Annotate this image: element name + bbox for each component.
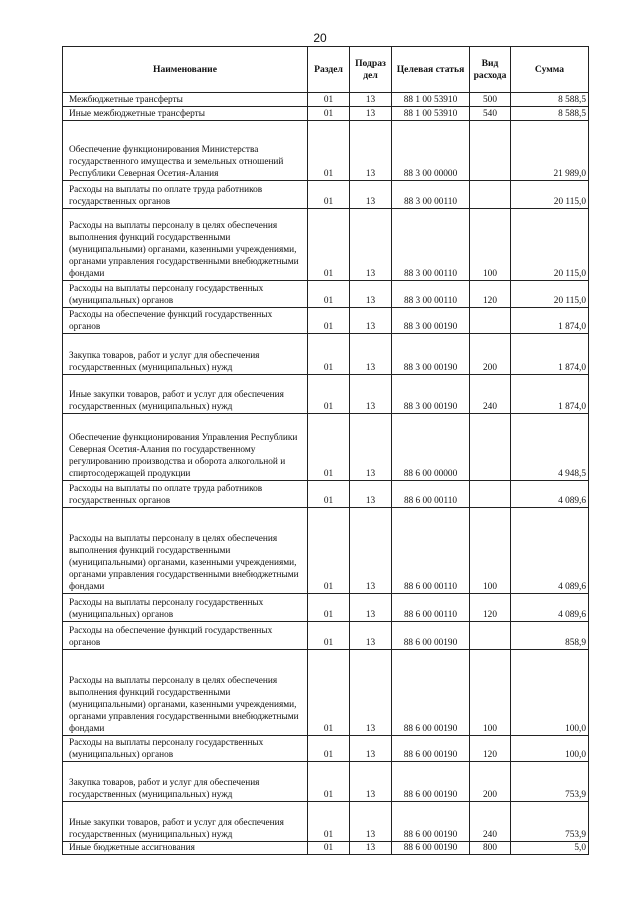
cell-subsection: 13 <box>350 802 392 842</box>
cell-target: 88 1 00 53910 <box>392 107 470 121</box>
table-row <box>63 308 589 334</box>
cell-expense-type: 540 <box>470 107 511 121</box>
column-header-sum: Сумма <box>511 47 589 93</box>
cell-subsection: 13 <box>350 281 392 308</box>
cell-target: 88 6 00 00190 <box>392 802 470 842</box>
cell-sum: 753,9 <box>511 802 589 842</box>
cell-expense-type <box>470 181 511 209</box>
cell-subsection: 13 <box>350 107 392 121</box>
cell-section: 01 <box>308 650 350 736</box>
cell-name: Расходы на выплаты персоналу в целях обеспечения выполнения функций государственными (муниципальными) органами, казенными учреждениями, органами управления государственными внебюджетными фондами <box>63 209 308 281</box>
cell-target: 88 3 00 00000 <box>392 121 470 181</box>
cell-expense-type: 120 <box>470 281 511 308</box>
cell-subsection: 13 <box>350 93 392 107</box>
cell-expense-type: 100 <box>470 209 511 281</box>
cell-expense-type <box>470 308 511 334</box>
cell-sum: 4 089,6 <box>511 481 589 508</box>
table-row <box>63 736 589 762</box>
column-header-section: Раздел <box>308 47 350 93</box>
cell-target: 88 6 00 00190 <box>392 842 470 855</box>
cell-name: Обеспечение функционирования Министерства государственного имущества и земельных отношений Республики Северная Осетия-Алания <box>63 121 308 181</box>
cell-expense-type <box>470 481 511 508</box>
cell-expense-type: 200 <box>470 762 511 802</box>
cell-subsection: 13 <box>350 650 392 736</box>
table-row <box>63 762 589 802</box>
cell-sum: 20 115,0 <box>511 209 589 281</box>
cell-subsection: 13 <box>350 209 392 281</box>
cell-name: Расходы на выплаты персоналу в целях обеспечения выполнения функций государственными (муниципальными) органами, казенными учреждениями, органами управления государственными внебюджетными фондами <box>63 508 308 594</box>
cell-name: Закупка товаров, работ и услуг для обеспечения государственных (муниципальных) нужд <box>63 334 308 375</box>
cell-expense-type: 100 <box>470 508 511 594</box>
cell-section: 01 <box>308 308 350 334</box>
cell-name: Иные бюджетные ассигнования <box>63 842 308 855</box>
cell-expense-type: 100 <box>470 650 511 736</box>
cell-section: 01 <box>308 375 350 414</box>
cell-name: Иные закупки товаров, работ и услуг для обеспечения государственных (муниципальных) нужд <box>63 375 308 414</box>
cell-target: 88 6 00 00110 <box>392 508 470 594</box>
table-row <box>63 93 589 107</box>
cell-expense-type <box>470 414 511 481</box>
cell-name: Расходы на выплаты по оплате труда работников государственных органов <box>63 481 308 508</box>
cell-expense-type: 200 <box>470 334 511 375</box>
cell-target: 88 6 00 00190 <box>392 736 470 762</box>
cell-section: 01 <box>308 622 350 650</box>
cell-sum: 1 874,0 <box>511 308 589 334</box>
cell-section: 01 <box>308 334 350 375</box>
cell-section: 01 <box>308 481 350 508</box>
cell-expense-type: 500 <box>470 93 511 107</box>
cell-subsection: 13 <box>350 181 392 209</box>
cell-section: 01 <box>308 802 350 842</box>
cell-subsection: 13 <box>350 594 392 622</box>
cell-sum: 1 874,0 <box>511 375 589 414</box>
cell-subsection: 13 <box>350 481 392 508</box>
cell-section: 01 <box>308 93 350 107</box>
cell-section: 01 <box>308 209 350 281</box>
table-row <box>63 121 589 181</box>
cell-target: 88 6 00 00110 <box>392 594 470 622</box>
cell-sum: 5,0 <box>511 842 589 855</box>
cell-target: 88 3 00 00190 <box>392 334 470 375</box>
cell-expense-type: 120 <box>470 594 511 622</box>
cell-sum: 20 115,0 <box>511 181 589 209</box>
cell-expense-type: 120 <box>470 736 511 762</box>
table-row <box>63 650 589 736</box>
column-header-subsection: Подраз дел <box>350 47 392 93</box>
cell-name: Расходы на выплаты персоналу государственных (муниципальных) органов <box>63 594 308 622</box>
cell-section: 01 <box>308 107 350 121</box>
cell-subsection: 13 <box>350 334 392 375</box>
cell-name: Расходы на обеспечение функций государственных органов <box>63 622 308 650</box>
cell-target: 88 6 00 00190 <box>392 762 470 802</box>
cell-sum: 858,9 <box>511 622 589 650</box>
cell-section: 01 <box>308 762 350 802</box>
table-row <box>63 181 589 209</box>
cell-sum: 21 989,0 <box>511 121 589 181</box>
cell-sum: 20 115,0 <box>511 281 589 308</box>
cell-target: 88 3 00 00190 <box>392 375 470 414</box>
table-body <box>63 93 589 855</box>
cell-name: Расходы на выплаты персоналу в целях обеспечения выполнения функций государственными (муниципальными) органами, казенными учреждениями, органами управления государственными внебюджетными фондами <box>63 650 308 736</box>
cell-expense-type: 800 <box>470 842 511 855</box>
cell-subsection: 13 <box>350 308 392 334</box>
column-header-target: Целевая статья <box>392 47 470 93</box>
cell-target: 88 3 00 00110 <box>392 281 470 308</box>
cell-name: Закупка товаров, работ и услуг для обеспечения государственных (муниципальных) нужд <box>63 762 308 802</box>
table-row <box>63 281 589 308</box>
table-row <box>63 334 589 375</box>
cell-subsection: 13 <box>350 736 392 762</box>
cell-name: Обеспечение функционирования Управления Республики Северная Осетия-Алания по государственному регулированию производства и оборота алкогольной и спиртосодержащей продукции <box>63 414 308 481</box>
table-row <box>63 414 589 481</box>
cell-subsection: 13 <box>350 508 392 594</box>
table-header-row <box>63 47 589 93</box>
table-row <box>63 594 589 622</box>
table-row <box>63 107 589 121</box>
cell-target: 88 3 00 00110 <box>392 181 470 209</box>
cell-section: 01 <box>308 281 350 308</box>
table-row <box>63 622 589 650</box>
cell-section: 01 <box>308 594 350 622</box>
cell-expense-type: 240 <box>470 375 511 414</box>
cell-section: 01 <box>308 508 350 594</box>
cell-name: Расходы на обеспечение функций государственных органов <box>63 308 308 334</box>
cell-target: 88 1 00 53910 <box>392 93 470 107</box>
cell-sum: 100,0 <box>511 736 589 762</box>
table-row <box>63 508 589 594</box>
table-row <box>63 209 589 281</box>
cell-sum: 4 089,6 <box>511 508 589 594</box>
cell-section: 01 <box>308 181 350 209</box>
cell-subsection: 13 <box>350 121 392 181</box>
cell-section: 01 <box>308 414 350 481</box>
cell-sum: 8 588,5 <box>511 93 589 107</box>
cell-target: 88 3 00 00190 <box>392 308 470 334</box>
cell-section: 01 <box>308 736 350 762</box>
cell-section: 01 <box>308 121 350 181</box>
table-row <box>63 842 589 855</box>
cell-name: Иные закупки товаров, работ и услуг для обеспечения государственных (муниципальных) нужд <box>63 802 308 842</box>
cell-expense-type <box>470 121 511 181</box>
cell-name: Иные межбюджетные трансферты <box>63 107 308 121</box>
cell-sum: 8 588,5 <box>511 107 589 121</box>
cell-sum: 753,9 <box>511 762 589 802</box>
cell-subsection: 13 <box>350 414 392 481</box>
cell-target: 88 6 00 00190 <box>392 650 470 736</box>
cell-target: 88 6 00 00110 <box>392 481 470 508</box>
cell-sum: 4 089,6 <box>511 594 589 622</box>
column-header-expense-type: Вид расхода <box>470 47 511 93</box>
table-row <box>63 802 589 842</box>
cell-subsection: 13 <box>350 762 392 802</box>
cell-section: 01 <box>308 842 350 855</box>
cell-name: Межбюджетные трансферты <box>63 93 308 107</box>
cell-expense-type <box>470 622 511 650</box>
cell-name: Расходы на выплаты персоналу государственных (муниципальных) органов <box>63 281 308 308</box>
cell-name: Расходы на выплаты персоналу государственных (муниципальных) органов <box>63 736 308 762</box>
table-row <box>63 481 589 508</box>
cell-name: Расходы на выплаты по оплате труда работников государственных органов <box>63 181 308 209</box>
cell-target: 88 3 00 00110 <box>392 209 470 281</box>
column-header-name: Наименование <box>63 47 308 93</box>
cell-subsection: 13 <box>350 375 392 414</box>
cell-target: 88 6 00 00000 <box>392 414 470 481</box>
cell-sum: 4 948,5 <box>511 414 589 481</box>
page-number: 20 <box>313 31 327 45</box>
table-row <box>63 375 589 414</box>
cell-subsection: 13 <box>350 842 392 855</box>
cell-expense-type: 240 <box>470 802 511 842</box>
cell-sum: 1 874,0 <box>511 334 589 375</box>
cell-subsection: 13 <box>350 622 392 650</box>
cell-target: 88 6 00 00190 <box>392 622 470 650</box>
budget-table <box>62 46 589 855</box>
cell-sum: 100,0 <box>511 650 589 736</box>
